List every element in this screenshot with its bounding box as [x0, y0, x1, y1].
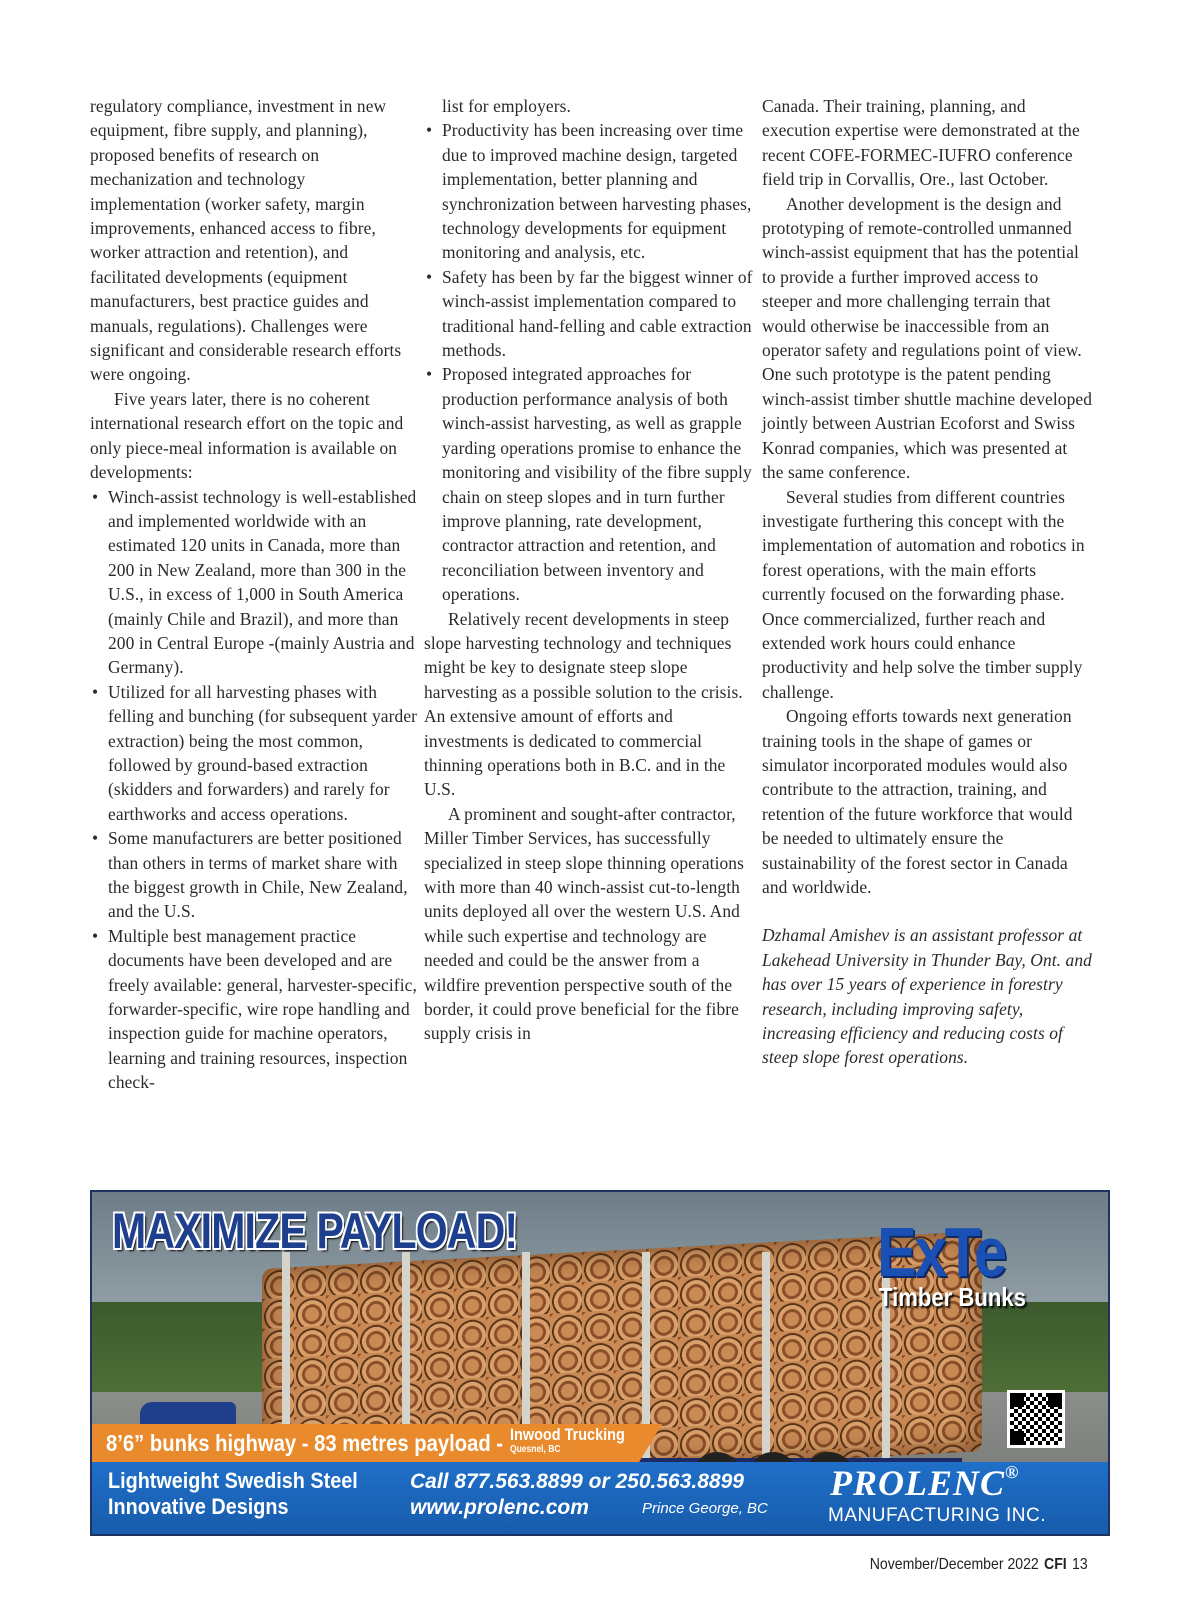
list-item: • Proposed integrated approaches for production performance analysis of both winch-assist harvesting, as well as grapple yarding operations promise to enhance the monitoring and visibility of the fibre supply chain on steep slopes and in turn further improve planning, rate development, contractor attraction and retention, and reconciliation between inventory and operations.	[424, 362, 754, 606]
paragraph: Several studies from different countries investigate furthering this concept with the implementation of automation and robotics in forest operations, with the main efforts currently focused on the forwarding phase. Once commercialized, further reach and extended work hours could enhance productivity and help solve the timber supply challenge.	[762, 486, 1085, 702]
list-continuation: list for employers.	[442, 96, 571, 116]
bunk-stake	[762, 1252, 770, 1482]
issue-date: November/December 2022	[870, 1556, 1040, 1573]
partner-location: Quesnel, BC	[510, 1444, 561, 1455]
ad-headline: MAXIMIZE PAYLOAD!	[112, 1203, 518, 1259]
list-item: • Utilized for all harvesting phases with felling and bunching (for subsequent yarder extraction) being the most common, followed by ground-based extraction (skidders and forwarders) and rarely for earthworks and access operations.	[90, 680, 420, 826]
paragraph: regulatory compliance, investment in new equipment, fibre supply, and planning), proposed benefits of research on mechanization and technology implementation (worker safety, margin improvements, enhanced access to fibre, worker attraction and retention), and facilitated developments (equipment manufacturers, best practice guides and manuals, regulations). Challenges were significant and considerable research efforts were ongoing.	[90, 96, 402, 385]
partner-name: Inwood Trucking	[510, 1425, 625, 1444]
phone-numbers: Call 877.563.8899 or 250.563.8899	[410, 1470, 744, 1493]
advertisement[interactable]	[90, 1190, 1110, 1536]
author-bio: Dzhamal Amishev is an assistant professor at Lakehead University in Thunder Bay, Ont. and has over 15 years of experience in forestry research, including improving safety, increasing efficiency and reducing costs of steep slope forest operations.	[762, 925, 1092, 1068]
website-link[interactable]: www.prolenc.com	[410, 1496, 589, 1519]
paragraph: Canada. Their training, planning, and execution expertise were demonstrated at the recent COFE-FORMEC-IUFRO conference field trip in Corvallis, Ore., last October.	[762, 96, 1080, 190]
paragraph: Five years later, there is no coherent international research effort on the topic and only piece-meal information is available on developments:	[90, 388, 404, 483]
ad-tagline: Innovative Designs	[108, 1494, 289, 1519]
paragraph: Another development is the design and prototyping of remote-controlled unmanned winch-assist equipment that has the potential to provide a further improved access to steeper and more challenging terrain that would otherwise be inaccessible from an operator safety and regulations point of view. One such prototype is the patent pending winch-assist timber shuttle machine developed jointly between Austrian Ecoforst and Swiss Konrad companies, which was presented at the same conference.	[762, 193, 1093, 483]
exte-product-name: Timber Bunks	[879, 1282, 1026, 1312]
paragraph: A prominent and sought-after contractor, Miller Timber Services, has successfully specialized in steep slope thinning operations with more than 40 winch-assist cut-to-length units deployed all over the western U.S. And while such expertise and technology are needed and could be the answer from a wildfire prevention perspective south of the border, it could prove beneficial for the fibre supply crisis in	[424, 803, 744, 1044]
list-item: • Productivity has been increasing over time due to improved machine design, targeted implementation, better planning and synchronization between harvesting phases, technology developments for equipment monitoring and analysis, etc.	[424, 118, 754, 264]
exte-logo: ExTe	[877, 1213, 1005, 1291]
prolenc-logo	[830, 1462, 1019, 1504]
article-column-3	[762, 94, 1092, 1070]
list-item: • Multiple best management practice documents have been developed and are freely available: general, harvester-specific, forwarder-specific, wire rope handling and inspection guide for machine operators, learning and training resources, inspection check-	[90, 924, 420, 1095]
paragraph: Relatively recent developments in steep slope harvesting technology and techniques might be key to designate steep slope harvesting as a possible solution to the crisis. An extensive amount of efforts and investments is dedicated to commercial thinning operations both in B.C. and in the U.S.	[424, 608, 743, 800]
page-number: 13	[1072, 1556, 1088, 1573]
company-subtitle: MANUFACTURING INC.	[828, 1505, 1046, 1526]
bullet-list	[90, 485, 420, 1095]
payload-banner-text: 8’6” bunks highway - 83 metres payload -	[106, 1430, 504, 1456]
page-folio	[870, 1556, 1088, 1574]
registered-mark: ®	[1005, 1462, 1020, 1482]
paragraph: Ongoing efforts towards next generation training tools in the shape of games or simulator incorporated modules would also contribute to the attraction, training, and retention of the future workforce that would be needed to ultimately ensure the sustainability of the forest sector in Canada and worldwide.	[762, 706, 1073, 897]
list-item: • Safety has been by far the biggest winner of winch-assist implementation compared to traditional hand-felling and cable extraction methods.	[424, 265, 754, 363]
ad-tagline: Lightweight Swedish Steel	[108, 1468, 358, 1493]
magazine-name: CFI	[1044, 1556, 1068, 1573]
qr-code-icon[interactable]	[1007, 1390, 1065, 1448]
company-location: Prince George, BC	[642, 1500, 768, 1517]
list-item: • Some manufacturers are better positioned than others in terms of market share with the biggest growth in Chile, New Zealand, and the U.S.	[90, 826, 420, 924]
list-item: • Winch-assist technology is well-established and implemented worldwide with an estimated 120 units in Canada, more than 200 in New Zealand, more than 300 in the U.S., in excess of 1,000 in South America (mainly Chile and Brazil), and more than 200 in Central Europe -(mainly Austria and Germany).	[90, 485, 420, 680]
bullet-list	[424, 118, 754, 606]
article-column-2	[424, 94, 754, 1046]
company-name: PROLENC	[830, 1463, 1006, 1503]
partner-credit	[510, 1426, 625, 1455]
article-column-1	[90, 94, 420, 1095]
